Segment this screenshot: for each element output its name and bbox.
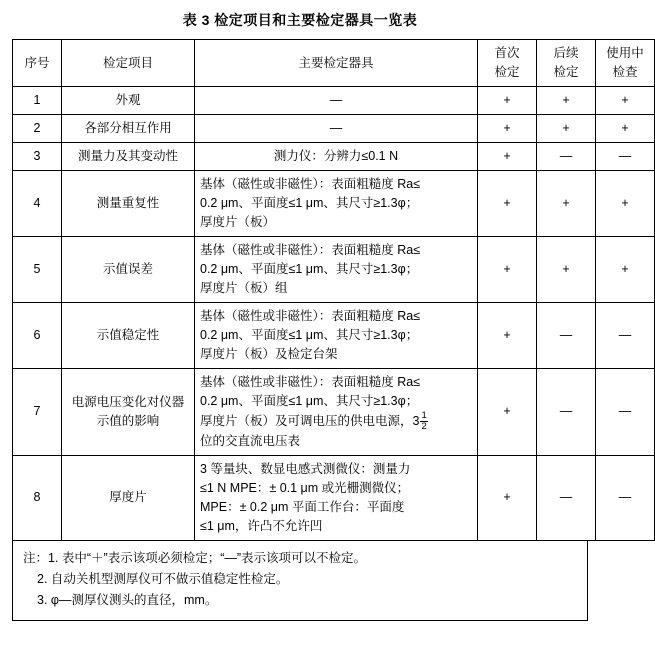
row-item: 厚度片 <box>62 455 195 540</box>
row-inuse: — <box>596 455 655 540</box>
table-header-row <box>13 40 655 87</box>
devices-line: MPE：± 0.2 μm 平面工作台：平面度 <box>200 499 405 514</box>
row-no: 5 <box>13 237 62 303</box>
row-first: + <box>478 171 537 237</box>
devices-line: ≤1 μm，许凸不允许凹 <box>200 518 323 533</box>
row-first: + <box>478 237 537 303</box>
row-item: 外观 <box>62 87 195 115</box>
devices-line: 0.2 μm、平面度≤1 μm、其尺寸≥1.3φ； <box>200 394 419 408</box>
devices-line: 基体（磁性或非磁性）：表面粗糙度 Ra≤ <box>200 375 421 389</box>
fraction-denominator: 2 <box>421 420 427 432</box>
table-row <box>13 369 655 456</box>
row-no: 2 <box>13 115 62 143</box>
row-subsequent: + <box>537 237 596 303</box>
header-first-line1: 首次 <box>494 46 520 60</box>
row-subsequent: + <box>537 171 596 237</box>
devices-line: 0.2 μm、平面度≤1 μm、其尺寸≥1.3φ； <box>200 196 419 210</box>
header-no: 序号 <box>13 40 62 87</box>
row-first: + <box>478 369 537 456</box>
devices-line: 基体（磁性或非磁性）：表面粗糙度 Ra≤ <box>200 309 421 323</box>
header-first-verification <box>478 40 537 87</box>
header-subsequent-line2: 检定 <box>553 65 579 79</box>
header-item: 检定项目 <box>62 40 195 87</box>
devices-line: 厚度片（板） <box>200 215 276 229</box>
row-item: 各部分相互作用 <box>62 115 195 143</box>
devices-line: 0.2 μm、平面度≤1 μm、其尺寸≥1.3φ； <box>200 328 419 342</box>
row-inuse: + <box>596 87 655 115</box>
header-subsequent-verification <box>537 40 596 87</box>
devices-line: 基体（磁性或非磁性）：表面粗糙度 Ra≤ <box>200 243 421 257</box>
row-devices <box>195 171 478 237</box>
row-devices: 测力仪：分辨力≤0.1 N <box>195 143 478 171</box>
devices-line-with-fraction <box>200 411 472 432</box>
row-inuse: + <box>596 171 655 237</box>
row-inuse: — <box>596 143 655 171</box>
devices-line: 厚度片（板）及检定台架 <box>200 347 338 361</box>
row-no: 1 <box>13 87 62 115</box>
note-line-3: 3. φ—测厚仪测头的直径，mm。 <box>37 593 218 608</box>
row-item: 测量重复性 <box>62 171 195 237</box>
row-subsequent: + <box>537 87 596 115</box>
row-subsequent: + <box>537 115 596 143</box>
row-inuse: — <box>596 369 655 456</box>
row-devices <box>195 303 478 369</box>
row-inuse: + <box>596 115 655 143</box>
header-first-line2: 检定 <box>494 65 520 79</box>
mixed-fraction <box>420 411 427 432</box>
row-first: + <box>478 115 537 143</box>
table-header <box>13 40 655 87</box>
devices-line: 0.2 μm、平面度≤1 μm、其尺寸≥1.3φ； <box>200 262 419 276</box>
fraction-numerator: 1 <box>421 410 427 421</box>
note-line-2: 2. 自动关机型测厚仪可不做示值稳定性检定。 <box>37 572 289 587</box>
row-no: 4 <box>13 171 62 237</box>
row-inuse: — <box>596 303 655 369</box>
table-body <box>13 87 655 541</box>
devices-line: 位的交直流电压表 <box>200 433 301 448</box>
row-devices <box>195 369 478 456</box>
table-row <box>13 171 655 237</box>
row-no: 6 <box>13 303 62 369</box>
row-item <box>62 369 195 456</box>
table-row <box>13 115 655 143</box>
table-row <box>13 87 655 115</box>
devices-line: 3 等量块、数显电感式测微仪：测量力 <box>200 461 411 476</box>
row-item: 测量力及其变动性 <box>62 143 195 171</box>
table-row <box>13 455 655 540</box>
row-subsequent: — <box>537 143 596 171</box>
devices-line: ≤1 N MPE：± 0.1 μm 或光栅测微仪； <box>200 480 410 495</box>
item-line: 电源电压变化对仪器 <box>71 394 185 409</box>
row-first: + <box>478 87 537 115</box>
header-inuse-check <box>596 40 655 87</box>
row-first: + <box>478 143 537 171</box>
row-devices <box>195 455 478 540</box>
row-no: 3 <box>13 143 62 171</box>
devices-line: 基体（磁性或非磁性）：表面粗糙度 Ra≤ <box>200 177 421 191</box>
header-inuse-line2: 检查 <box>612 65 638 79</box>
row-no: 7 <box>13 369 62 456</box>
page-title: 表 3 检定项目和主要检定器具一览表 <box>182 12 418 28</box>
row-inuse: + <box>596 237 655 303</box>
devices-line: 厚度片（板）组 <box>200 281 288 295</box>
header-devices: 主要检定器具 <box>195 40 478 87</box>
row-first: + <box>478 303 537 369</box>
row-item: 示值误差 <box>62 237 195 303</box>
header-subsequent-line1: 后续 <box>553 46 579 60</box>
row-first: + <box>478 455 537 540</box>
row-devices: — <box>195 87 478 115</box>
row-subsequent: — <box>537 303 596 369</box>
note-line-1: 注：1. 表中“＋”表示该项必须检定；“—”表示该项可以不检定。 <box>23 550 367 565</box>
item-line: 示值的影响 <box>96 413 160 428</box>
row-devices: — <box>195 115 478 143</box>
table-row <box>13 143 655 171</box>
table-row <box>13 237 655 303</box>
row-no: 8 <box>13 455 62 540</box>
row-subsequent: — <box>537 369 596 456</box>
header-inuse-line1: 使用中 <box>606 46 644 60</box>
table-row <box>13 303 655 369</box>
verification-items-table <box>12 39 655 541</box>
devices-line-text: 厚度片（板）及可调电压的供电电源，3 <box>200 413 420 428</box>
row-devices <box>195 237 478 303</box>
row-item: 示值稳定性 <box>62 303 195 369</box>
row-subsequent: — <box>537 455 596 540</box>
table-notes <box>12 541 588 621</box>
